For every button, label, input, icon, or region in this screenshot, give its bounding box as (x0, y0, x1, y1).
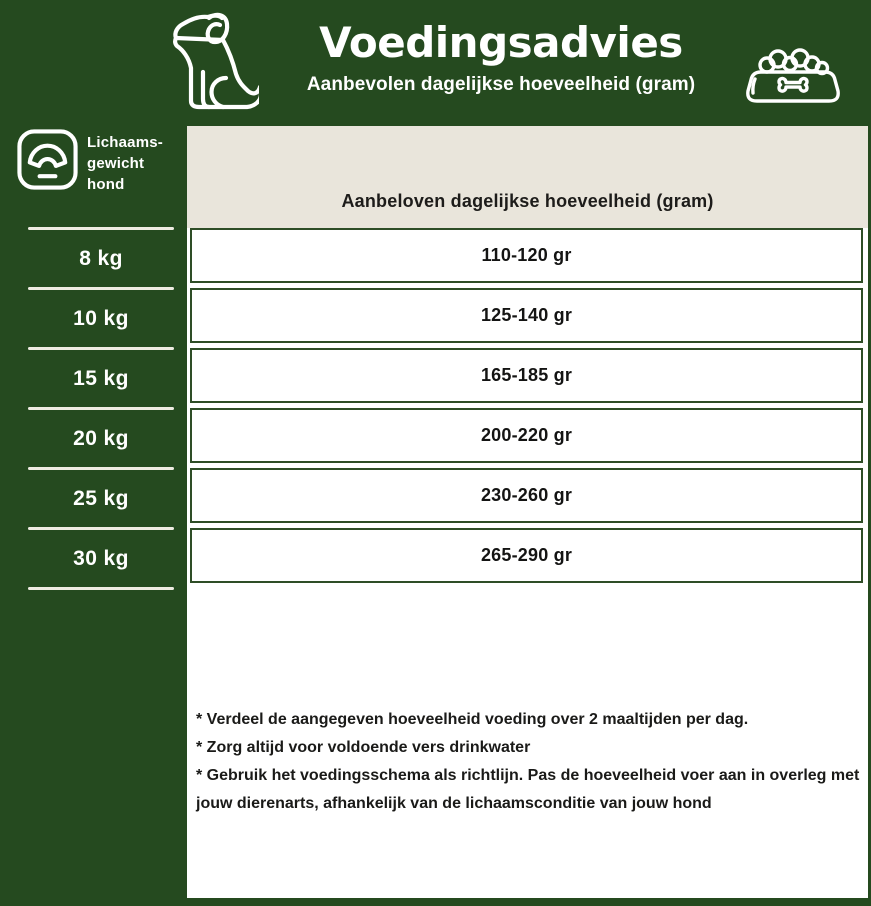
page-subtitle: Aanbevolen dagelijkse hoeveelheid (gram) (306, 74, 696, 96)
amount-cell: 110-120 gr (190, 228, 863, 283)
weight-label: 30 kg (73, 546, 129, 570)
amounts-panel (187, 126, 868, 898)
dog-icon (163, 6, 259, 116)
note-line: * Verdeel de aangegeven hoeveelheid voeding over 2 maaltijden per dag. (196, 711, 749, 728)
table-header: Aanbeloven dagelijkse hoeveelheid (gram) (187, 126, 868, 228)
weight-column-header (16, 128, 163, 195)
amount-cells (190, 228, 863, 588)
note-line: * Gebruik het voedingsschema als richtlijn. Pas de hoeveelheid voer aan in overleg met jouw dierenarts, afhankelijk van de lichaamsconditie van jouw hond (196, 767, 860, 812)
amount-cell: 165-185 gr (190, 348, 863, 403)
separator-line (28, 587, 174, 590)
scale-icon (16, 128, 79, 191)
weight-label: 8 kg (79, 246, 123, 270)
page-title: Voedingsadvies (319, 18, 683, 67)
amount-cell: 230-260 gr (190, 468, 863, 523)
note-line: * Zorg altijd voor voldoende vers drinkwater (196, 739, 531, 756)
weight-rows (28, 227, 174, 590)
weight-label: 20 kg (73, 426, 129, 450)
feeding-notes (196, 706, 871, 818)
amount-cell: 200-220 gr (190, 408, 863, 463)
amount-cell: 125-140 gr (190, 288, 863, 343)
weight-label: 10 kg (73, 306, 129, 330)
weight-label: 15 kg (73, 366, 129, 390)
header-title-block (252, 20, 750, 96)
food-bowl-icon (740, 38, 846, 110)
weight-label: 25 kg (73, 486, 129, 510)
weight-column-label: Lichaams- gewicht hond (87, 134, 163, 193)
amount-cell: 265-290 gr (190, 528, 863, 583)
